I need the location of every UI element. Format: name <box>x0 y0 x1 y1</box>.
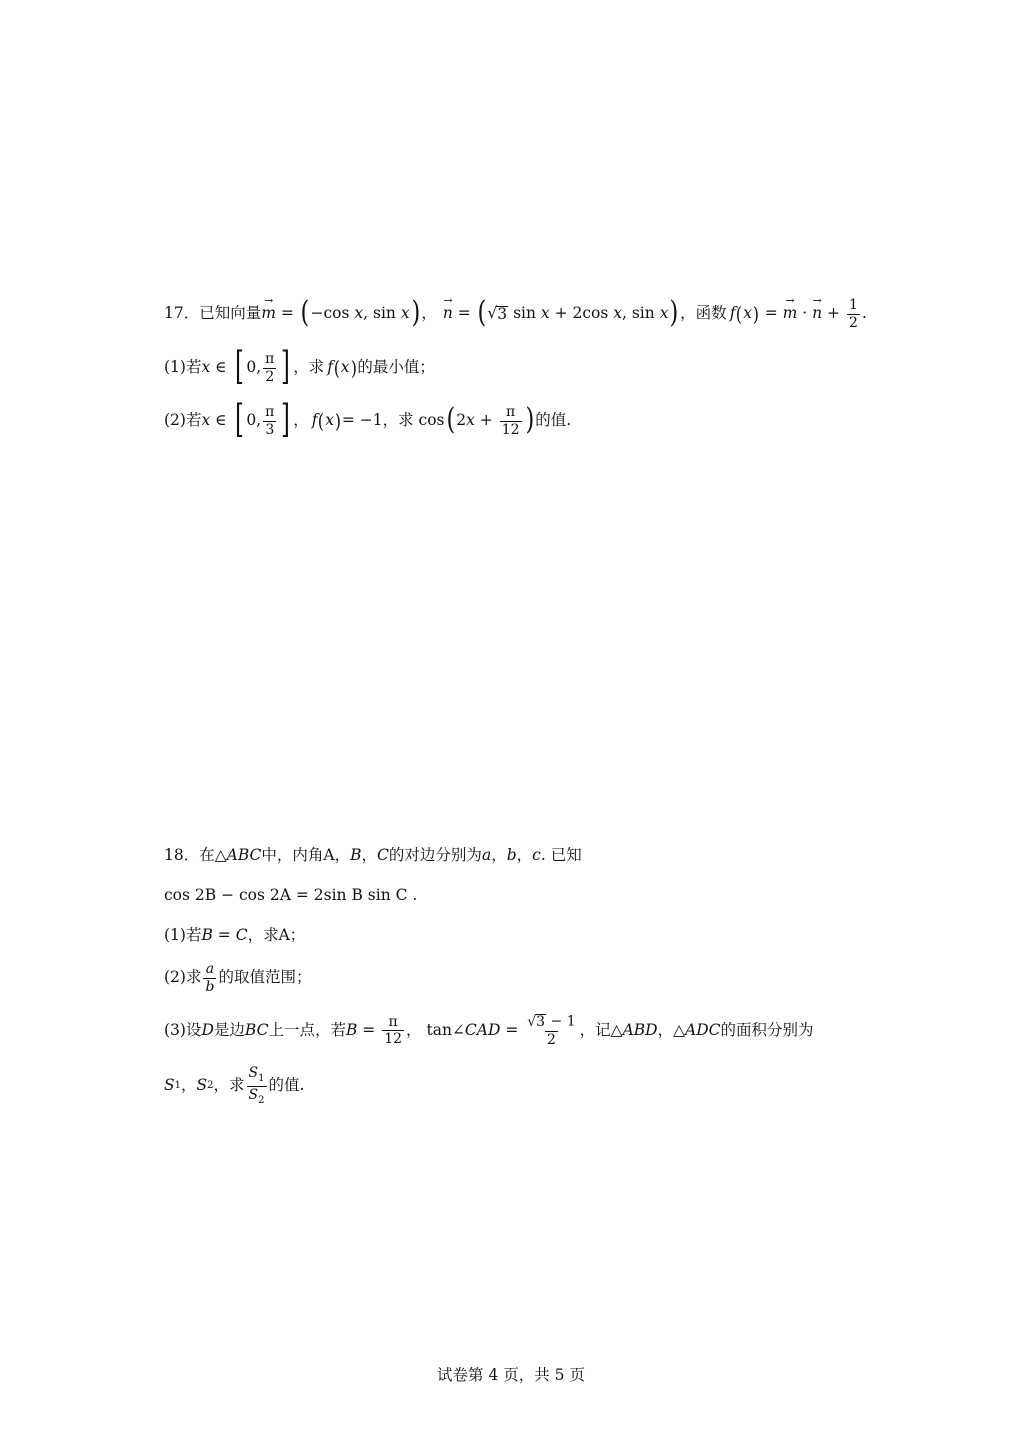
sqrt-3: √ 3 <box>487 304 508 323</box>
vector-n: → n <box>443 306 453 322</box>
q17-part1: (1)若 x ∈ [ 0, $\frac{\pi}{2}$ ] ，求 f ( x ) 的最小值； <box>164 344 435 388</box>
q18-condition: cos 2B − cos 2A = 2sin B sin C . <box>164 886 418 904</box>
q17-part2: (2)若 x ∈ [ 0, $\frac{\pi}{3}$ ] ， f ( x ) = −1，求 cos ( 2 x + $\frac{\pi}{12}$ ) 的值. <box>164 397 572 441</box>
q18-stem: 18． 在 △ABC 中，内角 A ， B ， C 的对边分别为 a ， b ， c . 已知 <box>164 846 582 864</box>
q17-intro: 已知向量 <box>199 304 262 323</box>
fraction-pi-over-12: $\frac{\pi}{12}$ <box>501 403 520 438</box>
q18-part2: (2)求 $\frac{a}{b}$ 的取值范围； <box>164 961 312 995</box>
page-footer: 试卷第 4 页，共 5 页 <box>437 1366 585 1384</box>
q18-part3: (3)设 D 是边 BC 上一点，若 B = $\frac{\pi}{12}$ ， tan∠ CAD = √ 3 − 1 2 ，记 △ABD ， △ADC 的面积分别为 <box>164 1013 814 1048</box>
q17-part2-label: (2)若 <box>164 411 202 430</box>
fraction-s1-over-s2: $\frac{S_1}{S_2}$ <box>248 1065 265 1106</box>
fraction-pi-over-3: $\frac{\pi}{3}$ <box>265 403 275 438</box>
q18-number: 18． <box>164 846 200 864</box>
q18-part3-cont: S 1 ， S 2 ，求 $\frac{S_1}{S_2}$ 的值. <box>164 1065 305 1106</box>
q17-stem: 17． 已知向量 → m = ( −cos x , sin x ) ， → n = ( √ 3 sin x + 2cos x , sin x ) ， 函数 f ( x ) = → m · → n + $\frac{1}{2}$ . <box>164 298 867 330</box>
vector-m: → m <box>261 306 276 322</box>
fraction-one-half: $\frac{1}{2}$ <box>848 297 858 331</box>
fraction-sqrt3-minus-1-over-2: √ 3 − 1 2 <box>527 1013 576 1048</box>
q17-func-label: 函数 <box>695 304 727 323</box>
fraction-pi-over-2: $\frac{\pi}{2}$ <box>265 350 275 385</box>
q17-part1-label: (1)若 <box>164 358 202 377</box>
fraction-pi-over-12-b: $\frac{\pi}{12}$ <box>384 1013 403 1048</box>
q18-part1: (1)若 B = C ，求 A ； <box>164 926 306 944</box>
q17-number: 17． <box>164 304 200 323</box>
fraction-a-over-b: $\frac{a}{b}$ <box>205 961 215 995</box>
